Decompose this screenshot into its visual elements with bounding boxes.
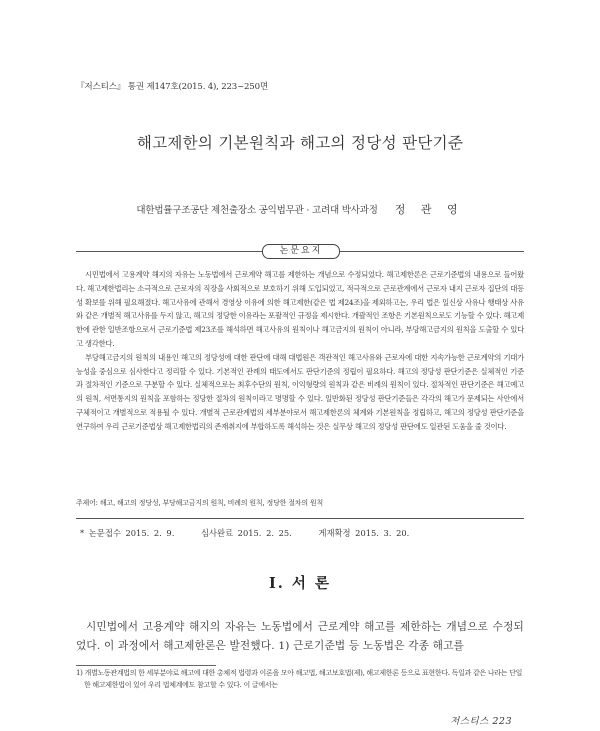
journal-citation: 『저스티스』 통권 제147호(2015. 4), 223~250면 [76, 82, 268, 92]
date-reviewed: 심사완료 2015. 2. 25. [200, 528, 292, 538]
section-heading: Ⅰ. 서 론 [269, 575, 331, 592]
author-affiliation: 대한법률구조공단 제천출장소 공익법무관 · 고려대 박사과정 [136, 205, 378, 216]
date-confirmed: 게재확정 2015. 3. 20. [318, 528, 410, 538]
abstract-header [76, 244, 524, 258]
date-received: * 논문접수 2015. 2. 9. [80, 528, 175, 538]
abstract-bottom-rule [76, 518, 524, 519]
page-footer: 저스티스 223 [450, 716, 512, 727]
author-name: 정 관 영 [394, 203, 464, 216]
body-text [76, 618, 524, 656]
paper-title: 해고제한의 기본원칙과 해고의 정당성 판단기준 [136, 134, 464, 152]
abstract-label: 논문요지 [262, 244, 340, 259]
keywords: 주제어: 해고, 해고의 정당성, 부당해고금지의 원칙, 비례의 원칙, 정당한 절차의 원칙 [76, 499, 324, 507]
footnote [76, 667, 524, 691]
abstract-paragraph: 시민법에서 고용계약 해지의 자유는 노동법에서 근로계약 해고를 제한하는 개념으로 수정되었다. 해고제한론은 근로기준법의 내용으로 들어왔다. 해고제한법리는 소극적으로 근로자의 직장을 사회적으로 보호하기 위해 도입되었고, 적극적으로 근로관계에서 근로자 내지 근로자 집단의 대등성 확보를 위해 필요해졌다. 해고사유에 관해서 경영상 이유에 의한 해고제한(같은 법 제24조)을 제외하고는, 우리 법은 일신상 사유나 행태상 사유와 같은 개별적 해고사유를 두지 않고, 해고의 정당한 이유라는 포괄적인 규정을 제시한다. 개괄적인 조항은 기본원칙으로도 기능할 수 있다. 해고제한에 관한 일반조항으로서 근로기준법 제23조를 해석하면 해고사유의 원칙이나 해고금지의 원칙이 아니라, 부당해고금지의 원칙을 도출할 수 있다고 생각한다. [76, 270, 524, 348]
author-line [0, 201, 600, 217]
abstract-paragraph: 부당해고금지의 원칙의 내용인 해고의 정당성에 대한 판단에 대해 대법원은 객관적인 해고사유와 근로자에 대한 지속가능한 근로계약의 기대가능성을 중심으로 심사한다고 정리할 수 있다. 기본적인 관례의 태도에서도 판단기준의 정립이 필요하다. 해고의 정당성 판단기준은 실체적인 기준과 절차적인 기준으로 구분할 수 있다. 실체적으로는 최후수단의 원칙, 이익형량의 원칙과 같은 비례의 원칙이 있다. 절차적인 판단기준은 해고예고의 원칙, 서면통지의 원칙을 포함하는 정당한 절차의 원칙이라고 명명할 수 있다. 일반화된 정당성 판단기준들은 각각의 해고가 문제되는 사안에서 구체적이고 개별적으로 적용될 수 있다. 개별적 근로관계법의 세부분야로서 해고제한론의 체계와 기본원칙을 정립하고, 해고의 정당성 판단기준을 연구하여 우리 근로기준법상 해고제한법리의 존재취지에 부합하도록 해석하는 것은 실무상 해고의 정당성 판단에도 일관된 도움을 줄 것이다. [76, 352, 524, 431]
footnote-rule [76, 665, 216, 666]
abstract-body [76, 268, 524, 434]
footnote-text: 1) 개별노동관계법의 한 세부분야로 해고에 대한 총체적 법령과 이론을 모아 해고법, 해고보호법(제), 해고제한론 등으로 표현한다. 독일과 같은 나라는 단일한 해고제한법이 있어 우리 법체계에도 참고할 수 있다. 이 글에서는 [76, 669, 523, 689]
submission-dates [80, 527, 431, 539]
body-paragraph: 시민법에서 고용계약 해지의 자유는 노동법에서 근로계약 해고를 제한하는 개념으로 수정되었다. 이 과정에서 해고제한론은 발전했다. 1) 근로기준법 등 노동법은 각종 해고를 [76, 621, 524, 652]
